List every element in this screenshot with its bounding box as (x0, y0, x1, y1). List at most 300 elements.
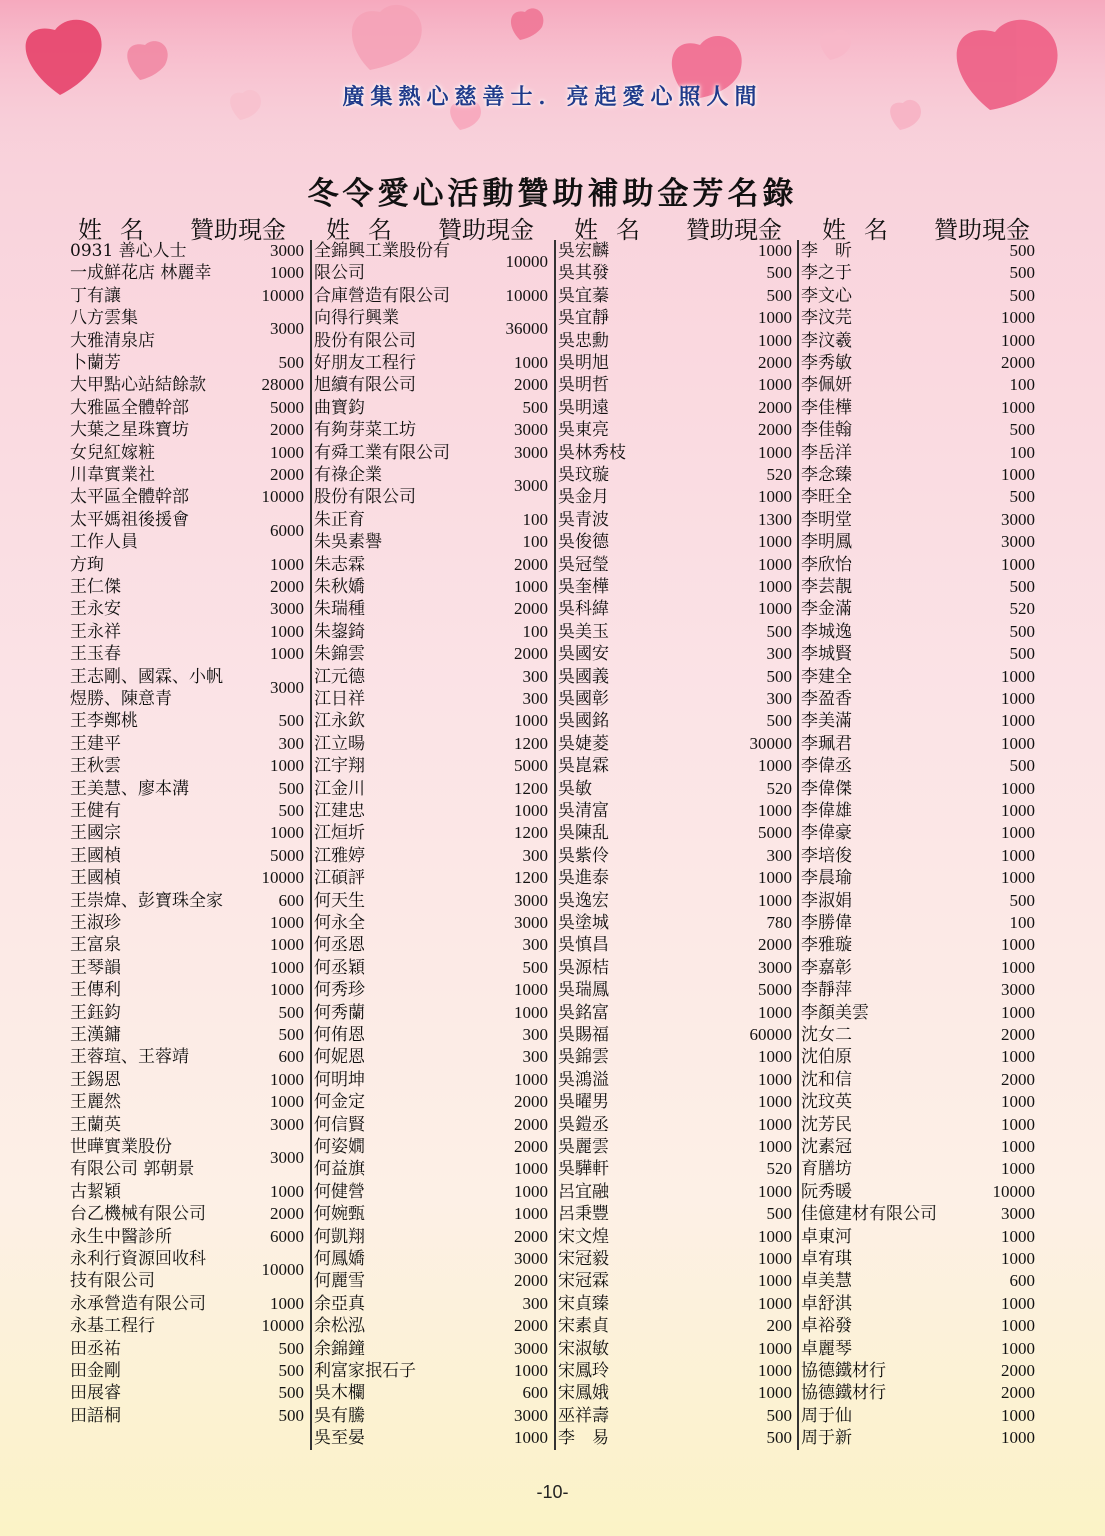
donor-amount: 1000 (270, 1092, 304, 1112)
donor-amount: 1000 (758, 1271, 792, 1291)
donor-row (556, 554, 792, 576)
donor-name: 李佳翰 (801, 420, 852, 441)
donor-amount: 5000 (270, 397, 304, 417)
donor-name: 沈素冠 (801, 1137, 852, 1157)
donor-name: 有夠芽菜工坊 (314, 420, 416, 441)
donor-name: 王李鄭桃 (70, 711, 138, 732)
donor-name: 李城賢 (801, 644, 852, 665)
donor-amount: 100 (1009, 913, 1035, 932)
donor-amount: 1000 (270, 263, 304, 283)
donor-row (556, 822, 792, 844)
donor-amount: 2000 (270, 577, 304, 596)
donor-name: 田展睿 (70, 1383, 121, 1404)
donor-row (68, 1293, 304, 1315)
donor-row (312, 643, 548, 665)
donor-row (312, 800, 548, 822)
donor-name: 吳清富 (558, 801, 609, 821)
donor-row (312, 1069, 548, 1091)
donor-amount: 3000 (514, 476, 548, 496)
donor-row (312, 1024, 548, 1046)
donor-amount: 1000 (270, 554, 304, 574)
donor-name: 宋貞臻 (558, 1293, 609, 1314)
donor-row (556, 464, 792, 486)
donor-row (68, 374, 304, 396)
donor-row (799, 598, 1035, 620)
donor-amount: 3000 (514, 420, 548, 440)
donor-name: 吳瑞鳳 (558, 980, 609, 1001)
donor-row (68, 554, 304, 576)
donor-name: 宋鳳玲 (558, 1361, 609, 1381)
donor-amount: 600 (1009, 1271, 1035, 1291)
donor-row (799, 1158, 1035, 1180)
donor-row (68, 419, 304, 441)
donor-name: 吳玟璇 (558, 465, 609, 485)
donor-row (556, 486, 792, 508)
donor-row (312, 912, 548, 934)
donor-amount: 1000 (514, 1002, 548, 1022)
donor-row (799, 979, 1035, 1001)
donor-name: 朱鋆錡 (314, 621, 365, 642)
donor-row (556, 1293, 792, 1315)
donor-row (799, 1405, 1035, 1427)
donor-amount: 10000 (261, 487, 304, 507)
donor-amount: 1000 (758, 890, 792, 910)
donor-amount: 300 (522, 935, 548, 955)
donor-row (312, 1158, 548, 1180)
donor-row (556, 598, 792, 620)
donor-amount: 1000 (758, 308, 792, 328)
donor-amount: 3000 (1001, 532, 1035, 552)
donor-amount: 2000 (514, 375, 548, 395)
donor-amount: 1000 (1001, 1137, 1035, 1156)
donor-name: 李 昕 (801, 241, 852, 261)
donor-amount: 500 (278, 1338, 304, 1358)
donor-amount: 300 (522, 1025, 548, 1044)
donor-amount: 2000 (270, 1204, 304, 1224)
donor-amount: 1000 (270, 1293, 304, 1313)
donor-name: 宋淑敏 (558, 1338, 609, 1359)
donor-row (556, 1360, 792, 1382)
donor-row (556, 1405, 792, 1427)
donor-row (556, 307, 792, 329)
donor-amount: 1000 (1001, 711, 1035, 731)
donor-row (68, 1114, 304, 1136)
donor-name: 王美慧、廖本溝 (70, 778, 189, 799)
donor-name: 吳國安 (558, 644, 609, 665)
donor-name: 八方雲集 大雅清泉店 (70, 308, 155, 351)
donor-amount: 2000 (758, 420, 792, 440)
donor-row (799, 1382, 1035, 1404)
donor-row (68, 1181, 304, 1203)
donor-amount: 2000 (514, 599, 548, 619)
donor-name: 沈和信 (801, 1069, 852, 1090)
donor-row (68, 352, 304, 374)
donor-amount: 10000 (505, 252, 548, 272)
donor-amount: 1000 (758, 868, 792, 888)
donor-amount: 2000 (758, 353, 792, 372)
donor-row (799, 442, 1035, 464)
donor-amount: 500 (278, 711, 304, 731)
donor-row (68, 1405, 304, 1427)
donor-row (68, 755, 304, 777)
donor-row (799, 890, 1035, 912)
donor-amount: 3000 (514, 1338, 548, 1358)
donor-amount: 300 (522, 845, 548, 865)
donor-name: 王琴韻 (70, 957, 121, 978)
donor-row (68, 1315, 304, 1337)
donor-name: 利富家抿石子 (314, 1361, 416, 1381)
donor-name: 有祿企業 股份有限公司 (314, 465, 416, 508)
donor-name: 宋文煌 (558, 1226, 609, 1247)
donor-row (799, 755, 1035, 777)
donor-name: 李芸靚 (801, 577, 852, 597)
donor-row (312, 352, 548, 374)
donor-amount: 300 (522, 689, 548, 708)
donor-row (68, 957, 304, 979)
donor-row (312, 755, 548, 777)
donor-amount: 500 (278, 1361, 304, 1380)
donor-row (799, 531, 1035, 553)
donor-row (68, 486, 304, 508)
donor-name: 吳慎昌 (558, 935, 609, 956)
donor-row (799, 643, 1035, 665)
donor-name: 阮秀暖 (801, 1181, 852, 1202)
donor-row (312, 442, 548, 464)
donor-name: 李美滿 (801, 711, 852, 732)
donor-amount: 5000 (758, 823, 792, 843)
donor-amount: 10000 (992, 1181, 1035, 1201)
donor-row (312, 1270, 548, 1292)
donor-name: 育膳坊 (801, 1159, 852, 1180)
donor-row (68, 598, 304, 620)
donor-row (799, 666, 1035, 688)
donor-name: 余亞真 (314, 1293, 365, 1314)
donor-row (556, 1181, 792, 1203)
donor-row (68, 733, 304, 755)
donor-name: 宋鳳娥 (558, 1383, 609, 1404)
donor-row (799, 1293, 1035, 1315)
donor-amount: 60000 (749, 1025, 792, 1044)
donor-amount: 1000 (758, 1226, 792, 1246)
donor-amount: 1000 (1001, 1159, 1035, 1179)
donor-name: 朱秋嬌 (314, 577, 365, 597)
donor-row (68, 1024, 304, 1046)
donor-row (68, 1046, 304, 1068)
donor-row (556, 1203, 792, 1225)
donor-name: 太平媽祖後援會 工作人員 (70, 509, 189, 553)
donor-name: 王蓉瑄、王蓉靖 (70, 1047, 189, 1068)
donor-row (68, 778, 304, 800)
donor-row (799, 285, 1035, 307)
donor-name: 吳敏 (558, 778, 592, 799)
donor-amount: 1000 (1001, 778, 1035, 798)
donor-name: 吳崑霖 (558, 756, 609, 777)
donor-amount: 3000 (1001, 509, 1035, 529)
donor-amount: 1000 (1001, 1293, 1035, 1313)
donor-row (68, 845, 304, 867)
donor-amount: 500 (522, 957, 548, 977)
donor-name: 王健有 (70, 801, 121, 821)
donor-name: 朱錦雲 (314, 644, 365, 665)
donor-amount: 1000 (1001, 823, 1035, 843)
donor-row (68, 1091, 304, 1113)
donor-name: 王麗然 (70, 1092, 121, 1113)
donor-name: 吳明遠 (558, 397, 609, 418)
donor-amount: 1000 (514, 1204, 548, 1224)
donor-row (799, 710, 1035, 732)
donor-amount: 1000 (514, 1428, 548, 1448)
donor-row (68, 934, 304, 956)
donor-amount: 1000 (1001, 465, 1035, 484)
donor-row (556, 442, 792, 464)
donor-row (799, 688, 1035, 710)
donor-name: 李佳樺 (801, 397, 852, 418)
donor-row (312, 374, 548, 396)
donor-name: 王建平 (70, 733, 121, 754)
donor-name: 李晨瑜 (801, 868, 852, 889)
donor-name: 王永安 (70, 599, 121, 620)
donor-column-4 (797, 240, 1039, 1450)
donor-name: 田語桐 (70, 1405, 121, 1426)
donor-name: 李旺全 (801, 487, 852, 508)
donor-row (556, 1158, 792, 1180)
donor-row (799, 733, 1035, 755)
donor-row (68, 576, 304, 598)
donor-amount: 1000 (758, 577, 792, 596)
donor-name: 李雅璇 (801, 935, 852, 956)
donor-row (312, 554, 548, 576)
donor-row (68, 621, 304, 643)
amount-header: 贊助現金 (190, 216, 286, 244)
donor-name: 吳賜福 (558, 1025, 609, 1045)
donor-amount: 1000 (1001, 733, 1035, 753)
donor-name: 何丞穎 (314, 957, 365, 978)
donor-amount: 600 (522, 1383, 548, 1403)
donor-name: 李靜萍 (801, 980, 852, 1001)
donor-row (799, 1091, 1035, 1113)
donor-amount: 2000 (514, 1271, 548, 1291)
donor-name: 李岳洋 (801, 442, 852, 463)
donor-row (312, 1405, 548, 1427)
donor-row (556, 957, 792, 979)
donor-amount: 500 (766, 263, 792, 283)
donor-row (799, 486, 1035, 508)
donor-row (556, 733, 792, 755)
hearts-banner-illustration (0, 0, 1105, 150)
donor-row (556, 979, 792, 1001)
donor-amount: 1000 (270, 935, 304, 955)
donor-name: 有舜工業有限公司 (314, 442, 450, 463)
amount-header: 贊助現金 (686, 216, 782, 244)
donor-row (312, 666, 548, 688)
donor-name: 李淑娟 (801, 890, 852, 911)
donor-row (556, 374, 792, 396)
donor-amount: 1000 (514, 1181, 548, 1201)
donor-amount: 1000 (1001, 845, 1035, 865)
donor-name: 卓麗琴 (801, 1338, 852, 1359)
donor-name: 江金川 (314, 778, 365, 799)
donor-row (68, 822, 304, 844)
donor-amount: 1000 (758, 1338, 792, 1358)
donor-amount: 500 (278, 353, 304, 372)
donor-name: 吳俊德 (558, 532, 609, 553)
donor-name: 朱瑞種 (314, 599, 365, 620)
donor-name: 吳曜男 (558, 1092, 609, 1113)
donor-name: 古絜穎 (70, 1181, 121, 1202)
donor-name: 何婉甄 (314, 1204, 365, 1225)
donor-amount: 3000 (514, 913, 548, 932)
donor-name: 余松泓 (314, 1316, 365, 1337)
donor-name: 吳逸宏 (558, 890, 609, 911)
donor-row (312, 464, 548, 509)
donor-amount: 300 (522, 666, 548, 686)
donor-row (312, 509, 548, 531)
donor-column-3 (554, 240, 796, 1450)
donor-name: 呂宜融 (558, 1181, 609, 1202)
donor-amount: 1000 (514, 980, 548, 1000)
donor-name: 協德鐵材行 (801, 1383, 886, 1404)
donor-row (556, 710, 792, 732)
donor-amount: 1200 (514, 778, 548, 798)
donor-row (799, 1114, 1035, 1136)
donor-name: 何秀珍 (314, 980, 365, 1001)
donor-row (556, 1136, 792, 1158)
donor-amount: 500 (1009, 420, 1035, 440)
donor-amount: 1000 (1001, 330, 1035, 350)
donor-amount: 1000 (758, 599, 792, 619)
donor-amount: 1000 (270, 823, 304, 843)
donor-name: 太平區全體幹部 (70, 487, 189, 508)
donor-amount: 1000 (758, 442, 792, 462)
donor-row (556, 1248, 792, 1270)
donor-name: 何信賢 (314, 1114, 365, 1135)
donor-amount: 10000 (505, 285, 548, 305)
donor-name: 王國楨 (70, 845, 121, 866)
donor-amount: 1000 (1001, 689, 1035, 708)
donor-name: 卓裕發 (801, 1316, 852, 1337)
donor-name: 宋素貞 (558, 1316, 609, 1337)
donor-name: 吳國彰 (558, 689, 609, 709)
name-header: 姓名 (78, 216, 162, 244)
donor-amount: 1000 (1001, 554, 1035, 574)
donor-amount: 500 (522, 397, 548, 417)
donor-row (799, 419, 1035, 441)
donor-amount: 1000 (1001, 1338, 1035, 1358)
amount-header: 贊助現金 (934, 216, 1030, 244)
donor-row (556, 1114, 792, 1136)
donor-name: 吳國義 (558, 666, 609, 687)
donor-name: 王鈺鈞 (70, 1002, 121, 1023)
donor-row (556, 867, 792, 889)
donor-amount: 1000 (1001, 1002, 1035, 1022)
donor-amount: 500 (766, 1405, 792, 1425)
donor-name: 吳明旭 (558, 353, 609, 373)
donor-amount: 1000 (758, 375, 792, 395)
page-number: -10- (536, 1482, 569, 1502)
donor-amount: 1000 (758, 1383, 792, 1403)
donor-name: 王崇煒、彭寶珠全家 (70, 890, 223, 911)
donor-name: 李之于 (801, 263, 852, 284)
donor-name: 吳塗城 (558, 913, 609, 933)
donor-name: 吳驊軒 (558, 1159, 609, 1180)
donor-row (68, 1136, 304, 1181)
donor-amount: 10000 (261, 1316, 304, 1336)
donor-amount: 100 (522, 621, 548, 641)
donor-name: 吳明哲 (558, 375, 609, 396)
donor-amount: 1000 (270, 913, 304, 932)
donor-name: 吳國銘 (558, 711, 609, 732)
page-title: 冬令愛心活動贊助補助金芳名錄 (307, 176, 798, 212)
donor-row (556, 1270, 792, 1292)
donor-name: 何益旗 (314, 1159, 365, 1180)
donor-amount: 5000 (514, 756, 548, 776)
donor-name: 吳鴻溢 (558, 1069, 609, 1090)
donor-amount: 520 (766, 778, 792, 798)
donor-row (68, 262, 304, 284)
donor-amount: 500 (278, 1405, 304, 1425)
donor-name: 江日祥 (314, 689, 365, 709)
donor-amount: 600 (278, 1047, 304, 1067)
donor-name: 王傳利 (70, 980, 121, 1001)
donor-row (556, 1091, 792, 1113)
donor-name: 向得行興業 股份有限公司 (314, 308, 416, 351)
donor-row (312, 1203, 548, 1225)
donor-row (799, 1360, 1035, 1382)
donor-name: 周于新 (801, 1428, 852, 1449)
donor-name: 江永欽 (314, 711, 365, 732)
donor-row (556, 397, 792, 419)
donor-row (312, 867, 548, 889)
donor-name: 王秋雲 (70, 756, 121, 777)
donor-name: 何明坤 (314, 1069, 365, 1090)
donor-name: 吳宜蓁 (558, 285, 609, 306)
donor-amount: 3000 (758, 957, 792, 977)
donor-amount: 500 (1009, 756, 1035, 776)
donor-row (312, 1091, 548, 1113)
donor-amount: 500 (1009, 621, 1035, 641)
donor-row (556, 240, 792, 262)
donor-name: 周于仙 (801, 1405, 852, 1426)
donor-row (68, 666, 304, 711)
donor-row (799, 1248, 1035, 1270)
donor-amount: 1000 (758, 1002, 792, 1022)
donor-row (68, 464, 304, 486)
donor-name: 大雅區全體幹部 (70, 397, 189, 418)
amount-header: 贊助現金 (438, 216, 534, 244)
donor-row (799, 374, 1035, 396)
donor-name: 何健營 (314, 1181, 365, 1202)
donor-name: 吳婕菱 (558, 733, 609, 754)
donor-amount: 2000 (270, 420, 304, 440)
name-header: 姓名 (326, 216, 410, 244)
donor-amount: 500 (1009, 285, 1035, 305)
donor-name: 沈伯原 (801, 1047, 852, 1068)
donor-name: 江宇翔 (314, 756, 365, 777)
donor-row (68, 643, 304, 665)
donor-row (312, 307, 548, 352)
donor-row (556, 285, 792, 307)
donor-amount: 1000 (758, 1249, 792, 1268)
donor-row (312, 1136, 548, 1158)
donor-name: 卓舒淇 (801, 1293, 852, 1314)
donor-row (799, 1270, 1035, 1292)
donor-row (556, 1024, 792, 1046)
donor-row (312, 419, 548, 441)
donor-amount: 500 (278, 778, 304, 798)
donor-row (68, 1226, 304, 1248)
donor-row (312, 1114, 548, 1136)
donor-name: 沈女二 (801, 1025, 852, 1045)
